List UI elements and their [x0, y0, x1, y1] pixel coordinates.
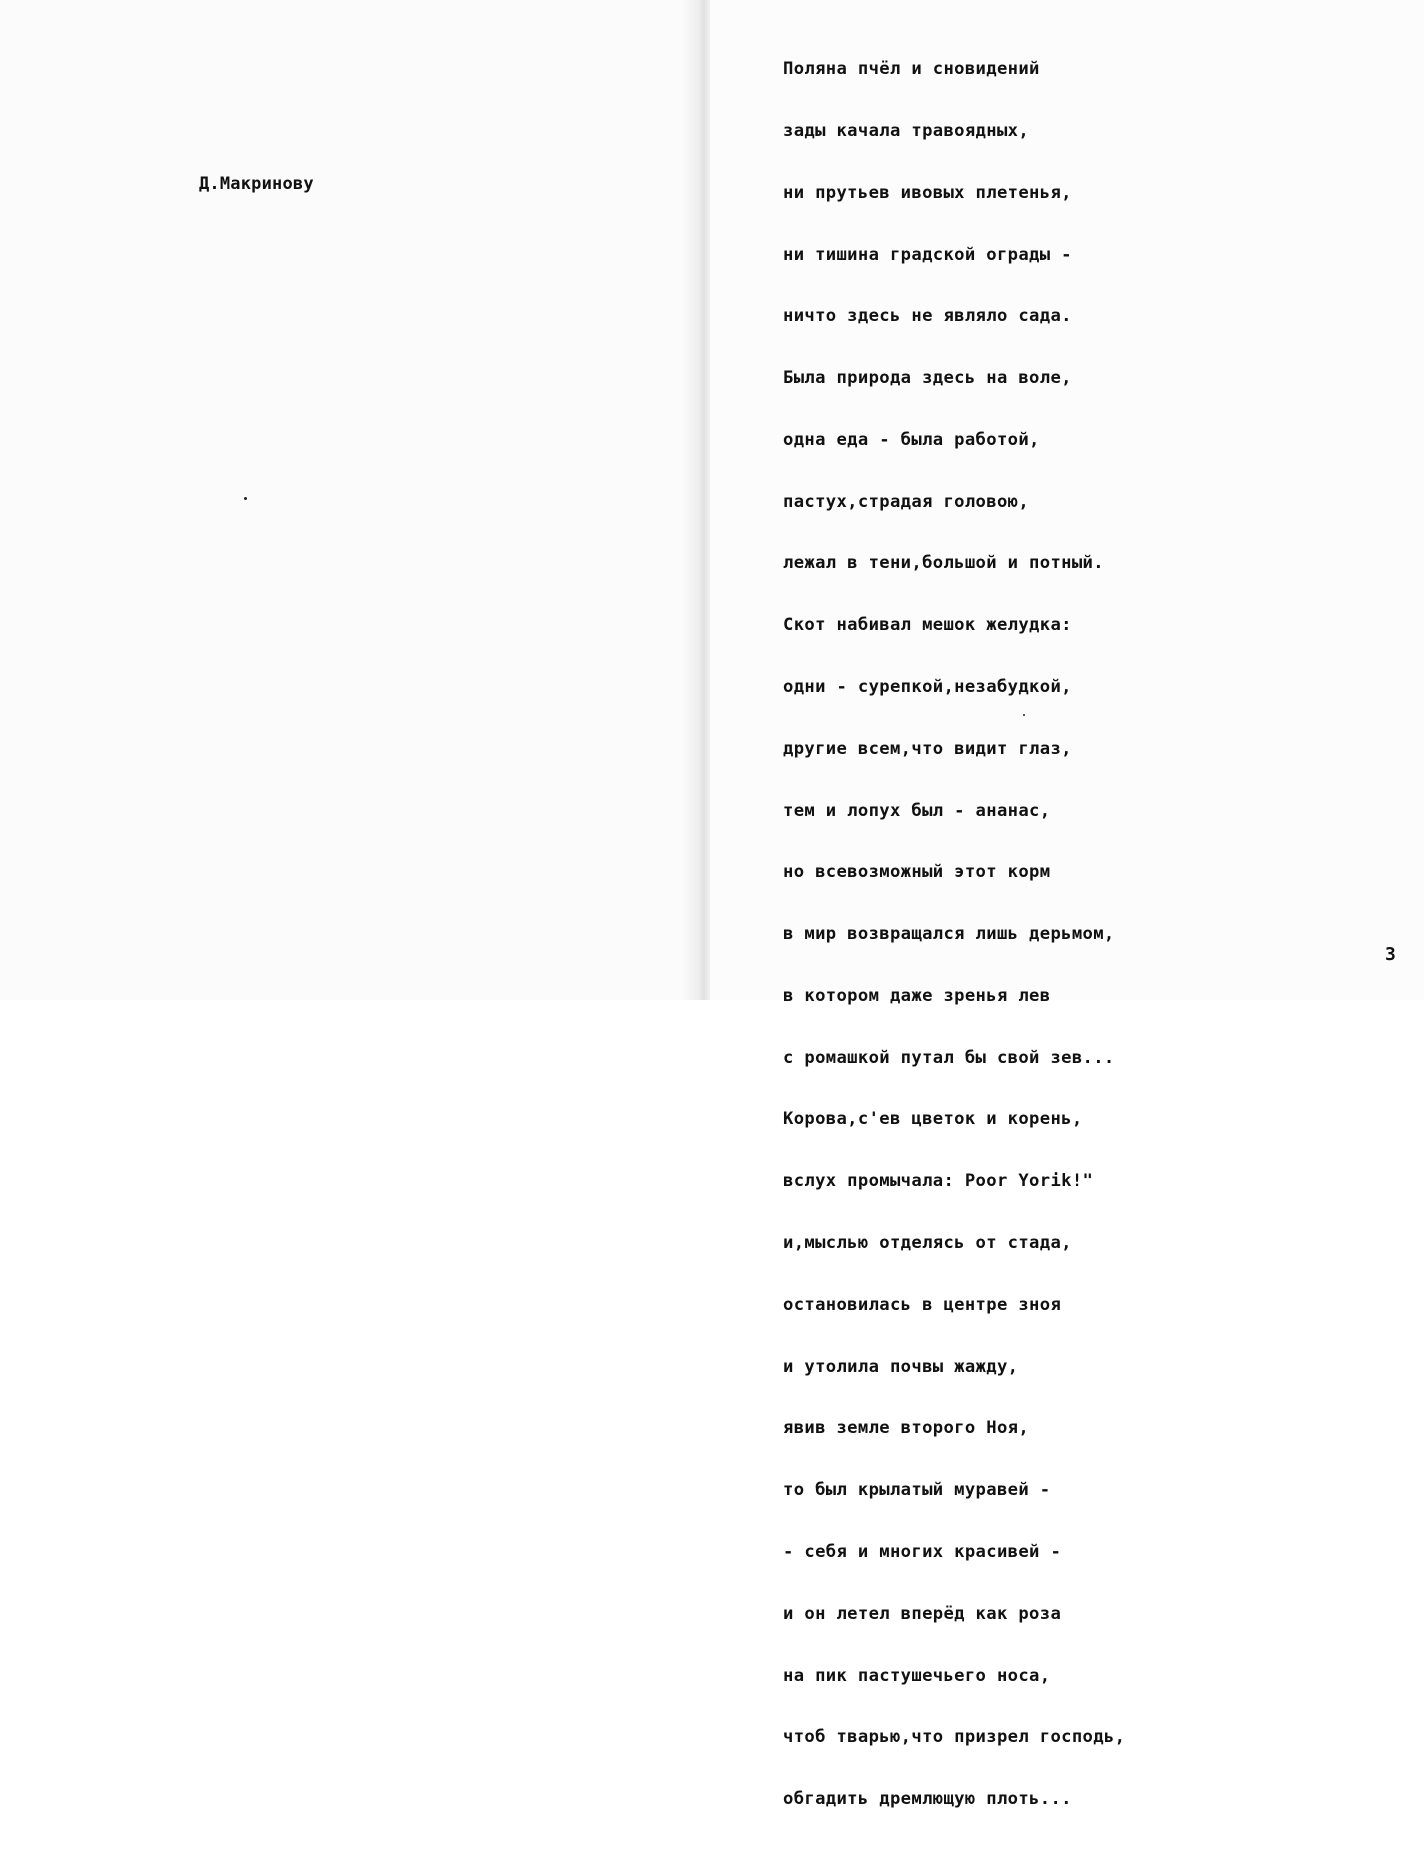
poem-line: и он летел вперёд как роза	[783, 1603, 1062, 1624]
poem-line: пастух,страдая головою,	[783, 491, 1030, 512]
dedication: Д.Макринову	[199, 174, 314, 194]
poem-line: обгадить дремлющую плоть...	[783, 1789, 1072, 1810]
poem	[783, 18, 1125, 1851]
poem-line: ни тишина градской ограды -	[783, 244, 1072, 265]
poem-line: Корова,с'ев цветок и корень,	[783, 1109, 1083, 1130]
ink-speck	[244, 497, 247, 500]
poem-line: Скот набивал мешок желудка:	[783, 615, 1072, 636]
poem-line: но всевозможный этот корм	[783, 862, 1051, 883]
poem-line: Поляна пчёл и сновидений	[783, 59, 1040, 80]
poem-line: остановилась в центре зноя	[783, 1294, 1062, 1315]
poem-line: зады качала травоядных,	[783, 120, 1030, 141]
poem-line: лежал в тени,большой и потный.	[783, 553, 1104, 574]
poem-line: другие всем,что видит глаз,	[783, 738, 1072, 759]
poem-line: одна еда - была работой,	[783, 429, 1040, 450]
page-number: 3	[1385, 944, 1396, 965]
poem-line: на пик пастушечьего носа,	[783, 1665, 1051, 1686]
poem-line: Была природа здесь на воле,	[783, 368, 1072, 389]
poem-line: - себя и многих красивей -	[783, 1541, 1062, 1562]
poem-line: и утолила почвы жажду,	[783, 1356, 1019, 1377]
poem-line: вслух промычала: Poor Yorik!"	[783, 1171, 1094, 1192]
poem-line: в котором даже зренья лев	[783, 985, 1051, 1006]
poem-line: одни - сурепкой,незабудкой,	[783, 677, 1072, 697]
poem-line: чтоб тварью,что призрел господь,	[783, 1727, 1126, 1748]
poem-line: в мир возвращался лишь дерьмом,	[783, 924, 1115, 945]
poem-line: то был крылатый муравей -	[783, 1480, 1051, 1501]
poem-line: с ромашкой путал бы свой зев...	[783, 1047, 1115, 1068]
show-through-left	[60, 20, 421, 58]
left-page	[0, 0, 710, 1000]
poem-line: ни прутьев ивовых плетенья,	[783, 182, 1072, 203]
poem-line: и,мыслью отделясь от стада,	[783, 1233, 1072, 1254]
poem-line: явив земле второго Ноя,	[783, 1418, 1030, 1439]
poem-line: ничто здесь не являло сада.	[783, 306, 1072, 327]
poem-line: тем и лопух был - ананас,	[783, 800, 1051, 821]
